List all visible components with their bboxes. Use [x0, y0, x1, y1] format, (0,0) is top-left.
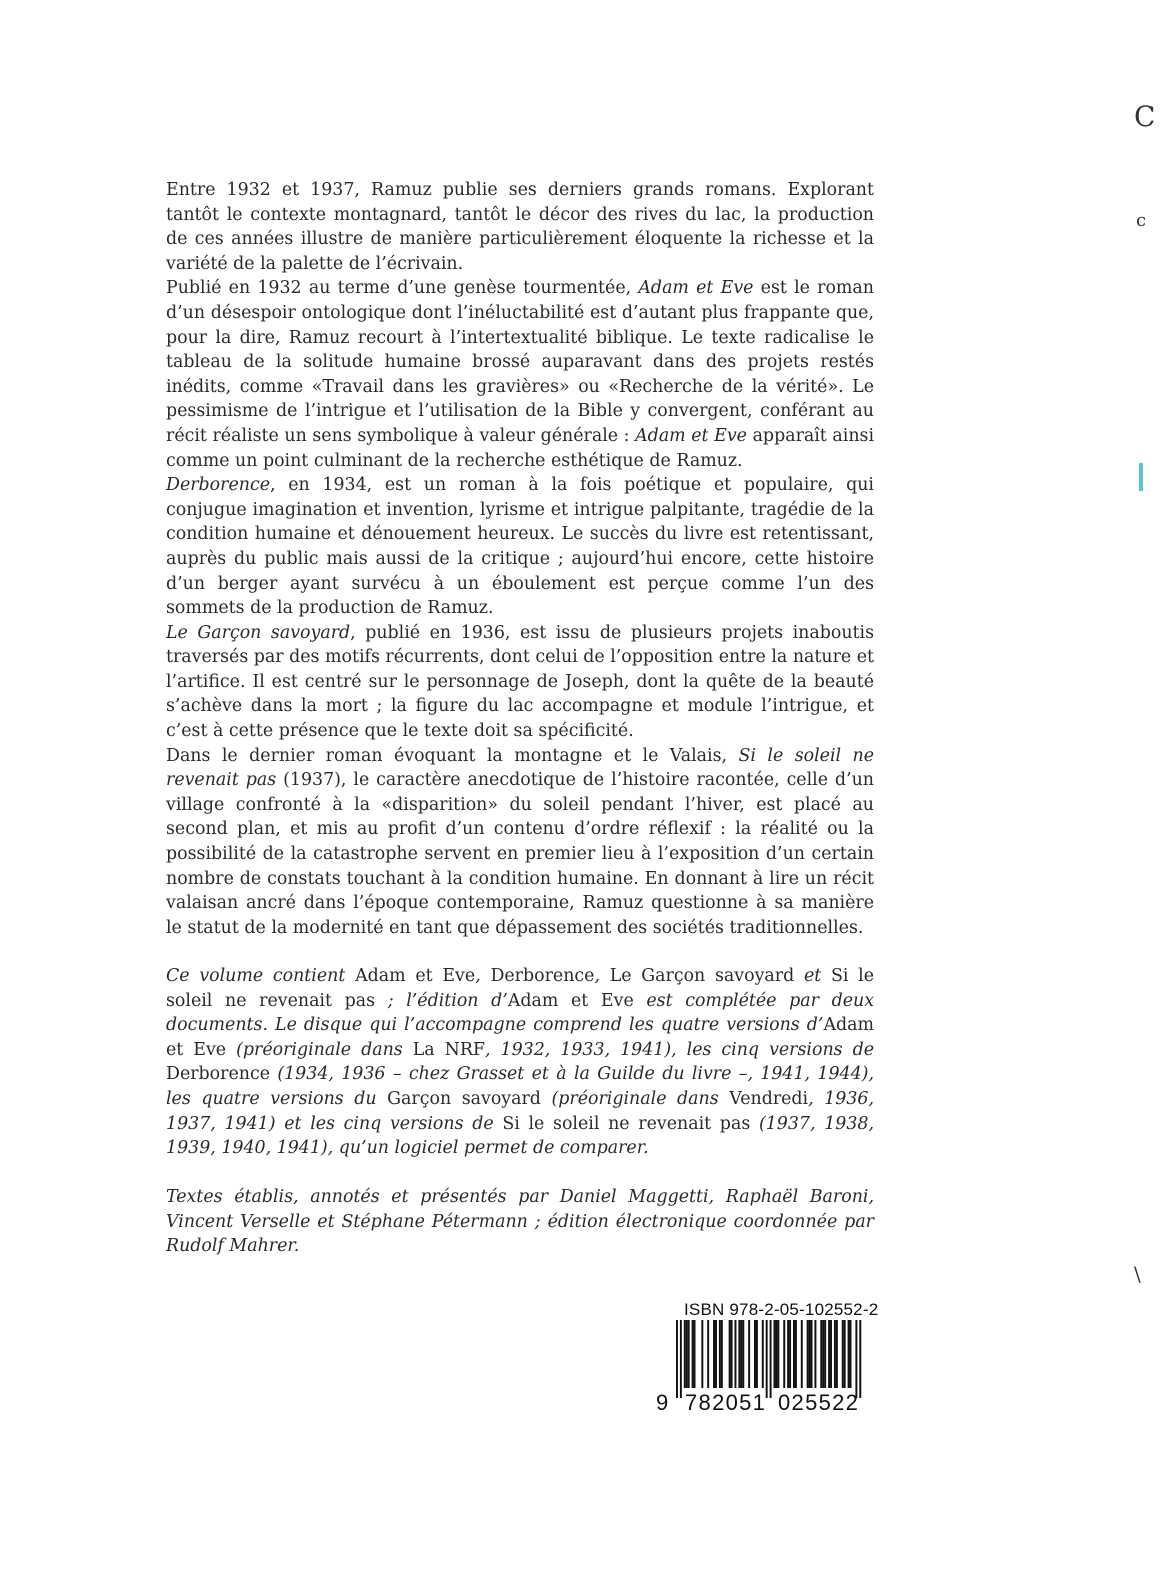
upright-title-run: Vendredi [729, 1088, 809, 1109]
text-run: (1937), le caractère anecdotique de l’histoire racontée, celle d’un village confronté à la «disparition» du soleil pendant l’hiver, est placé au second plan, et mis au profit d’un contenu d’ordre réflexif : la réalité ou la possibilité de la catastrophe servent en premier lieu à l’exposition d’un certain nombre de constats touchant à la condition humaine. En donnant à lire un récit valaisan ancré dans l’époque contemporaine, Ramuz questionne à sa manière le statut de la modernité en tant que dépassement des sociétés traditionnelles. [166, 770, 874, 938]
upright-title-run: Adam et Eve [355, 966, 476, 986]
barcode-bar [844, 1320, 846, 1388]
italic-run: (préoriginale dans [540, 1088, 730, 1109]
upright-title-run: Si le soleil ne revenait pas [166, 966, 875, 1011]
isbn-label: ISBN 978-2-05-102552-2 [684, 1300, 879, 1319]
italic-run: , [475, 966, 491, 986]
blurb-paragraph [166, 276, 874, 473]
italic-title-run: Le Garçon savoyard [166, 622, 351, 643]
barcode-bar [688, 1320, 690, 1388]
blurb-paragraph [166, 178, 874, 276]
italic-title-run: Adam et Eve [638, 278, 754, 299]
barcode-bar [762, 1320, 764, 1388]
italic-run: (1937, 1938, 1939, 1940, 1941), qu’un logiciel permet de comparer. [166, 1113, 874, 1159]
barcode-bar [787, 1320, 789, 1388]
italic-run: , 1936, 1937, 1941) et les cinq versions de [166, 1088, 874, 1134]
barcode-bar [692, 1320, 694, 1388]
blurb-paragraph [166, 621, 874, 744]
barcode-guard-bar [859, 1320, 861, 1398]
barcode-bar [738, 1320, 740, 1388]
barcode-bar [793, 1320, 795, 1388]
barcode-guard-bar [770, 1320, 772, 1398]
text-run: apparaît ainsi comme un point culminant de la recherche esthétique de Ramuz. [166, 425, 875, 471]
blurb-text [166, 178, 874, 940]
barcode-bar [715, 1320, 717, 1388]
upright-title-run: Garçon savoyard [387, 1088, 541, 1109]
italic-run: et [794, 966, 831, 986]
barcode-bar [774, 1320, 776, 1388]
spine-accent-mark [1139, 463, 1143, 491]
text-run: , en 1934, est un roman à la fois poétique et populaire, qui conjugue imagination et invention, lyrisme et intrigue palpitante, tragédie de la condition humaine et dénouement heureux. Le succès du livre est retentissant, auprès du public mais aussi de la critique ; aujourd’hui encore, cette histoire d’un berger ayant survécu à un éboulement est perçue comme l’un des sommets de la production de Ramuz. [166, 475, 874, 619]
ean-left-digits: 782051 [685, 1390, 767, 1415]
barcode-guard-bar [766, 1320, 768, 1398]
italic-title-run: Si le soleil ne revenait pas [166, 745, 874, 791]
italic-run: , 1932, 1933, 1941), les cinq versions de [485, 1039, 874, 1060]
spine-fragment-2: c [1136, 210, 1147, 231]
text-run: Publié en 1932 au terme d’une genèse tourmentée, [166, 278, 639, 299]
upright-title-run: Si le soleil ne revenait pas [502, 1113, 751, 1134]
upright-title-run: Derborence [490, 966, 595, 986]
blurb-paragraph [166, 473, 874, 621]
italic-run: , [594, 966, 610, 986]
italic-run: est complétée par deux documents. Le disque qui l’accompagne comprend les quatre versions d’ [166, 990, 875, 1036]
italic-title-run: Adam et Eve [635, 425, 747, 446]
editorial-credits: Textes établis, annotés et présentés par Daniel Maggetti, Raphaël Baroni, Vincent Verselle et Stéphane Pétermann ; édition électronique coordonnée par Rudolf Mahrer. [166, 1187, 874, 1257]
barcode-bar [684, 1320, 686, 1388]
italic-run: (1934, 1936 – chez Grasset et à la Guilde du livre –, 1941, 1944), les quatre versions du [166, 1064, 874, 1109]
barcode-bar [828, 1320, 830, 1388]
barcode-bar [809, 1320, 811, 1388]
barcode-bar [842, 1320, 844, 1388]
barcode-bar [820, 1320, 822, 1388]
barcode-bar [795, 1320, 797, 1388]
barcode-bar [834, 1320, 836, 1388]
barcode-bar [807, 1320, 809, 1388]
barcode-bar [830, 1320, 832, 1388]
barcode-bar [694, 1320, 696, 1388]
barcode-guard-bar [676, 1320, 678, 1398]
upright-title-run: La NRF [412, 1039, 485, 1060]
ean-first-digit: 9 [656, 1390, 669, 1415]
upright-title-run: Le Garçon savoyard [609, 966, 795, 986]
italic-run: ; l’édition d’ [375, 990, 508, 1011]
barcode-bar [754, 1320, 756, 1388]
barcode-bar [801, 1320, 803, 1388]
ean-right-digits: 025522 [778, 1390, 860, 1415]
isbn-barcode [656, 1300, 879, 1434]
barcode-bar [756, 1320, 758, 1388]
spine-fragment-1: C [1134, 100, 1156, 133]
barcode-bar [748, 1320, 750, 1388]
blurb-paragraph [166, 744, 874, 941]
barcode-bar [789, 1320, 791, 1388]
barcode-bar [686, 1320, 688, 1388]
italic-title-run: Derborence [166, 475, 270, 496]
spine-fragment-3: \ [1134, 1262, 1141, 1286]
upright-title-run: Adam et Eve [507, 990, 634, 1011]
barcode-bar [814, 1320, 816, 1388]
text-run: Entre 1932 et 1937, Ramuz publie ses derniers grands romans. Explorant tantôt le contexte montagnard, tantôt le décor des rives du lac, la production de ces années illustre de manière particulièrement éloquente la richesse et la variété de la palette de l’écrivain. [166, 180, 874, 274]
barcode-guard-bar [855, 1320, 857, 1398]
volume-contents-note [166, 964, 874, 1161]
upright-title-run: Adam et Eve [166, 1015, 874, 1060]
barcode-bar [707, 1320, 709, 1388]
barcode-bar [731, 1320, 733, 1388]
text-run: , publié en 1936, est issu de plusieurs projets inaboutis traversés par des motifs récurrents, dont celui de l’opposition entre la nature et l’artifice. Il est centré sur le personnage de Joseph, dont la quête de la beauté s’achève dans la mort ; la figure du lac accompagne et module l’intrigue, et c’est à cette présence que le texte doit sa spécificité. [166, 622, 874, 742]
barcode-bar [701, 1320, 703, 1388]
barcode-bars [656, 1320, 866, 1398]
barcode-bar [822, 1320, 824, 1388]
italic-run: (préoriginale dans [226, 1039, 413, 1060]
barcode-bar [713, 1320, 715, 1388]
barcode-bar [811, 1320, 813, 1388]
barcode-bar [783, 1320, 785, 1388]
text-run: Dans le dernier roman évoquant la montagne et le Valais, [166, 745, 739, 766]
barcode-bar [740, 1320, 742, 1388]
barcode-bar [824, 1320, 826, 1388]
barcode-bar [721, 1320, 723, 1388]
barcode-bar [742, 1320, 744, 1388]
barcode-bar [735, 1320, 737, 1388]
barcode-bar [729, 1320, 731, 1388]
text-run: est le roman d’un désespoir ontologique dont l’inéluctabilité est d’autant plus frappante que, pour la dire, Ramuz recourt à l’intertextualité biblique. Le texte radicalise le tableau de la solitude humaine brossé auparavant dans des projets restés inédits, comme «Travail dans les gravières» ou «Recherche de la vérité». Le pessimisme de l’intrigue et l’utilisation de la Bible y convergent, conférant au récit réaliste un sens symbolique à valeur générale : [166, 278, 874, 446]
italic-run: Ce volume contient [166, 966, 356, 986]
upright-title-run: Derborence [166, 1064, 270, 1085]
barcode-bar [836, 1320, 838, 1388]
barcode-bar [719, 1320, 721, 1388]
barcode-bar [775, 1320, 777, 1388]
barcode-bar [850, 1320, 852, 1388]
barcode-bar [777, 1320, 779, 1388]
barcode-bar [848, 1320, 850, 1388]
barcode-guard-bar [680, 1320, 682, 1398]
